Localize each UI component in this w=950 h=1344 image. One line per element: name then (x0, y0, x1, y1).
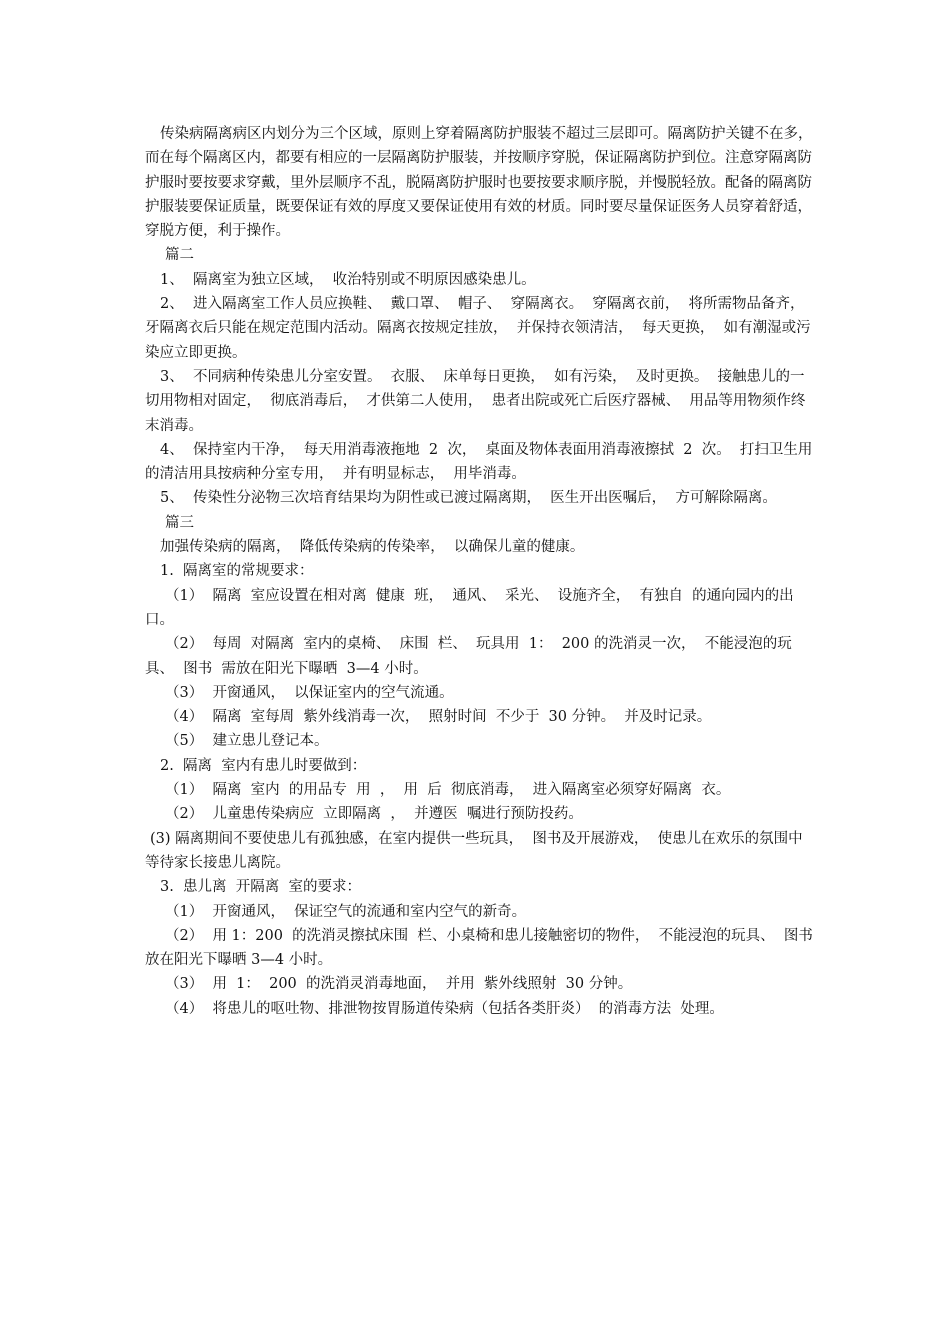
list-item: （4） 将患儿的呕吐物、排泄物按胃肠道传染病（包括各类肝炎） 的消毒方法 处理。 (165, 1000, 724, 1017)
paragraph: 4、 保持室内干净， 每天用消毒液拖地 2 次， 桌面及物体表面用消毒液擦拭 2 次。 打扫卫生用的清洁用具按病种分室专用， 并有明显标志， 用毕消毒。 (145, 441, 813, 483)
list-item: （2） 儿童患传染病应 立即隔离 ， 并遵医 嘱进行预防投药。 (165, 806, 583, 823)
list-item: （2） 用 1：200 的洗消灵擦拭床围 栏、小桌椅和患儿接触密切的物件， 不能浸泡的玩具、 图书 放在阳光下曝晒 3—4 小时。 (145, 927, 823, 969)
list-item: （2） 每周 对隔离 室内的桌椅、 床围 栏、 玩具用 1： 200 的洗消灵一次， 不能浸泡的玩具、 图书 需放在阳光下曝晒 3—4 小时。 (145, 636, 792, 677)
paragraph: 2、 进入隔离室工作人员应换鞋、 戴口罩、 帽子、 穿隔离衣。 穿隔离衣前， 将所需物品备齐， 牙隔离衣后只能在规定范围内活动。隔离衣按规定挂放， 并保持衣领清洁， 每天更换， 如有潮湿或污染应立即更换。 (145, 296, 814, 361)
section-heading: 篇二 (165, 247, 194, 264)
list-item: (3) 隔离期间不要使患儿有孤独感，在室内提供一些玩具， 图书及开展游戏， 使患儿在欢乐的氛围中等待家长接患儿离院。 (145, 830, 803, 871)
list-item: （1） 隔离 室内 的用品专 用 ， 用 后 彻底消毒， 进入隔离室必须穿好隔离 衣。 (165, 782, 731, 799)
subsection-heading: 2. 隔离 室内有患儿时要做到： (160, 757, 367, 774)
subsection-heading: 3. 患儿离 开隔离 室的要求： (160, 879, 361, 896)
list-item: （5） 建立患儿登记本。 (165, 733, 329, 750)
list-item: （4） 隔离 室每周 紫外线消毒一次， 照射时间 不少于 30 分钟。 并及时记录。 (165, 709, 712, 726)
document-body (145, 122, 823, 1021)
list-item: （1） 开窗通风， 保证空气的流通和室内空气的新奇。 (165, 903, 527, 920)
section-heading: 篇三 (165, 514, 194, 531)
paragraph: 传染病隔离病区内划分为三个区域，原则上穿着隔离防护服装不超过三层即可。隔离防护关键不在多，而在每个隔离区内，都要有相应的一层隔离防护服装，并按顺序穿脱，保证隔离防护到位。注意穿隔离防护服时要按要求穿戴，里外层顺序不乱，脱隔离防护服时也要按要求顺序脱，并慢脱轻放。配备的隔离防护服装要保证质量，既要保证有效的厚度又要保证使用有效的材质。同时要尽量保证医务人员穿着舒适，穿脱方便，利于操作。 (145, 126, 813, 240)
paragraph: 1、 隔离室为独立区域， 收治特别或不明原因感染患儿。 (160, 271, 536, 288)
list-item: （3） 用 1： 200 的洗消灵消毒地面， 并用 紫外线照射 30 分钟。 (165, 976, 633, 993)
subsection-heading: 1. 隔离室的常规要求： (160, 563, 314, 580)
list-item: （1） 隔离 室应设置在相对离 健康 班， 通风、 采光、 设施齐全， 有独自 的通向园内的出 口。 (145, 587, 803, 628)
paragraph: 加强传染病的隔离， 降低传染病的传染率， 以确保儿童的健康。 (160, 539, 585, 556)
list-item: （3） 开窗通风， 以保证室内的空气流通。 (165, 684, 454, 701)
paragraph: 5、 传染性分泌物三次培育结果均为阴性或已渡过隔离期， 医生开出医嘱后， 方可解除隔离。 (160, 490, 777, 507)
paragraph: 3、 不同病种传染患儿分室安置。 衣服、 床单每日更换， 如有污染， 及时更换。 接触患儿的一切用物相对固定， 彻底消毒后， 才供第二人使用， 患者出院或死亡后医疗器械、 用品等用物须作终末消毒。 (145, 368, 806, 434)
